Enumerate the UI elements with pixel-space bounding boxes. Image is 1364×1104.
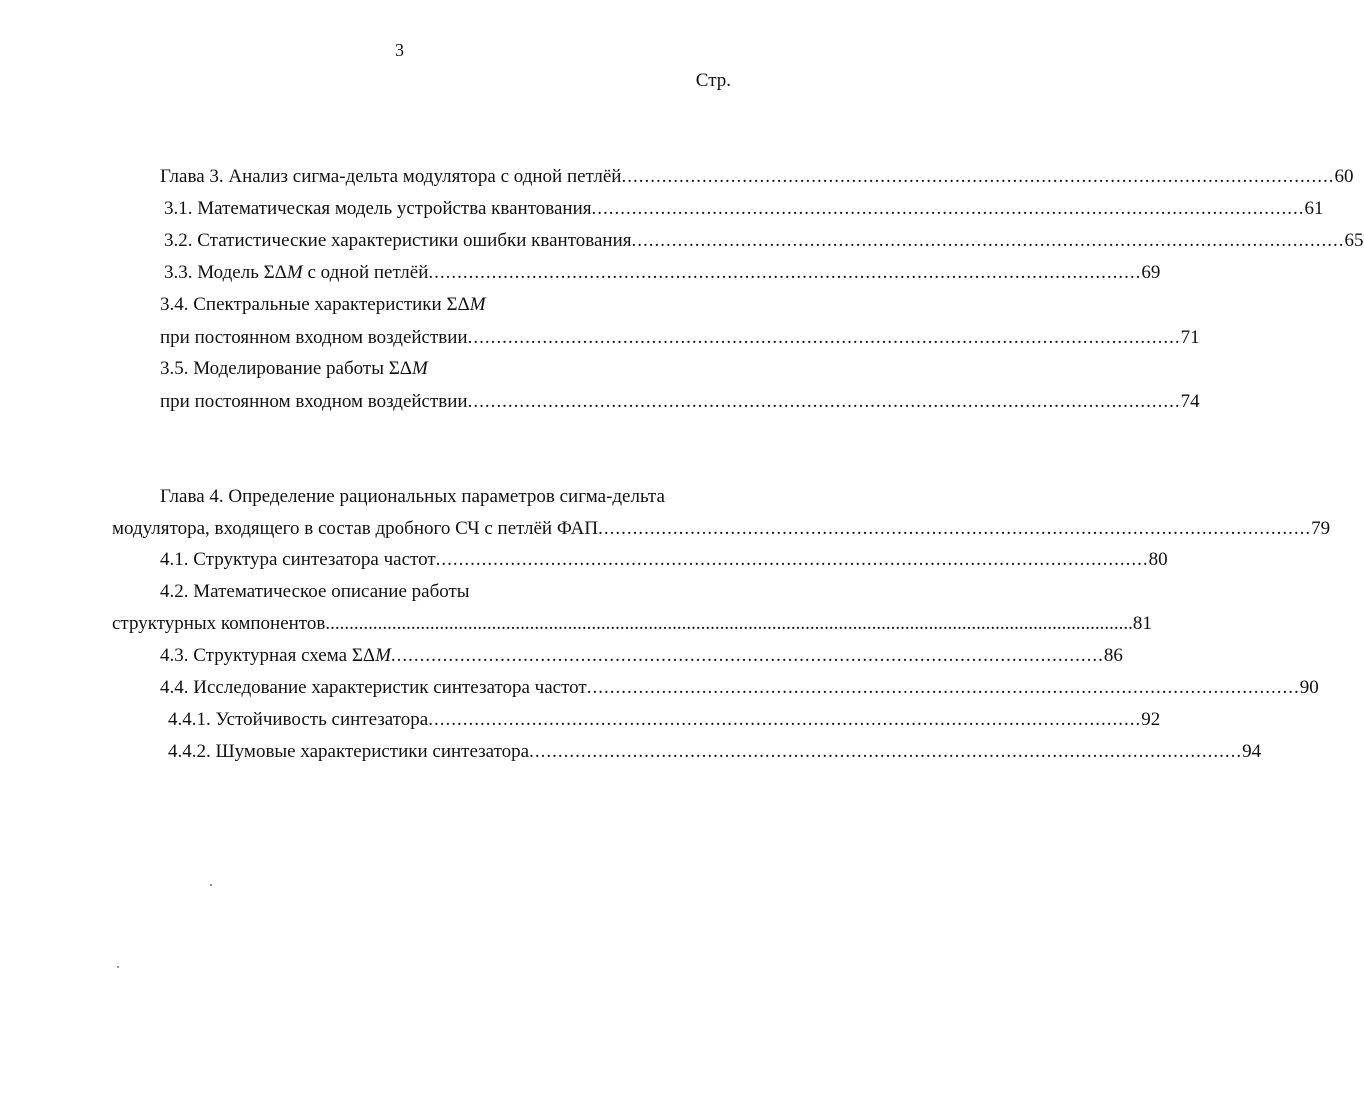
toc-leader: ............................................................................................................................ <box>435 549 1149 570</box>
toc-entry-text: 3.2. Статистические характеристики ошибки квантования <box>164 230 632 251</box>
toc-entry <box>160 389 1200 415</box>
toc-entry-text: Глава 4. Определение рациональных параметров сигма-дельта <box>160 486 665 507</box>
toc-leader: ............................................................................................................................ <box>631 230 1345 251</box>
toc-entry <box>160 292 486 318</box>
toc-entry-text: структурных компонентов <box>112 613 326 634</box>
toc-leader: .......................................................................................................................................................................... <box>325 613 1133 634</box>
toc-leader: ............................................................................................................................ <box>467 391 1181 412</box>
toc-entry <box>160 643 1123 669</box>
toc-leader: ............................................................................................................................ <box>529 741 1243 762</box>
toc-entry-text: 4.4. Исследование характеристик синтезатора частот <box>160 677 587 698</box>
toc-entry-text: 3.4. Спектральные характеристики ΣΔM <box>160 294 486 315</box>
toc-entry-text: при постоянном входном воздействии <box>160 327 468 348</box>
toc-entry-text: модулятора, входящего в состав дробного СЧ с петлёй ФАП <box>112 518 599 539</box>
toc-entry-page: 71 <box>1180 327 1200 348</box>
toc-entry <box>160 356 428 382</box>
toc-entry <box>160 579 470 605</box>
toc-entry <box>164 228 1364 254</box>
toc-entry-page: 90 <box>1299 677 1319 698</box>
toc-entry-page: 69 <box>1141 262 1161 283</box>
toc-entry-text: при постоянном входном воздействии <box>160 391 468 412</box>
toc-entry <box>168 739 1262 765</box>
toc-entry-page: 92 <box>1141 709 1161 730</box>
toc-entry-page: 60 <box>1334 166 1354 187</box>
toc-entry-page: 94 <box>1242 741 1262 762</box>
page-column-label: Стр. <box>695 70 731 91</box>
toc-entry <box>164 196 1324 222</box>
toc-entry <box>160 484 665 510</box>
toc-entry <box>160 325 1200 351</box>
toc-entry-page: 86 <box>1103 645 1123 666</box>
toc-entry-text: 4.4.2. Шумовые характеристики синтезатора <box>168 741 530 762</box>
toc-leader: ............................................................................................................................ <box>586 677 1300 698</box>
toc-entry <box>112 516 1331 542</box>
toc-entry <box>112 611 1152 637</box>
toc-entry <box>160 547 1168 573</box>
toc-entry-page: 61 <box>1304 198 1324 219</box>
toc-leader: ............................................................................................................................ <box>591 198 1305 219</box>
toc-entry-text: 4.3. Структурная схема ΣΔM <box>160 645 391 666</box>
toc-entry-page: 74 <box>1180 391 1200 412</box>
toc-entry <box>160 675 1319 701</box>
scan-speck <box>210 884 212 886</box>
toc-leader: ............................................................................................................................ <box>467 327 1181 348</box>
scan-speck <box>117 966 119 968</box>
toc-entry-page: 80 <box>1148 549 1168 570</box>
toc-entry-page: 81 <box>1132 613 1152 634</box>
toc-entry-text: 3.5. Моделирование работы ΣΔM <box>160 358 428 379</box>
toc-entry-text: Глава 3. Анализ сигма-дельта модулятора с одной петлёй <box>160 166 622 187</box>
page-number: 3 <box>395 40 404 60</box>
toc-leader: ............................................................................................................................ <box>621 166 1335 187</box>
toc-entry-page: 65 <box>1344 230 1364 251</box>
toc-entry-page: 79 <box>1311 518 1331 539</box>
toc-entry-text: 4.1. Структура синтезатора частот <box>160 549 436 570</box>
toc-entry-text: 3.1. Математическая модель устройства квантования <box>164 198 592 219</box>
toc-entry-text: 4.4.1. Устойчивость синтезатора <box>168 709 429 730</box>
toc-entry <box>168 707 1161 733</box>
toc-entry-text: 4.2. Математическое описание работы <box>160 581 470 602</box>
toc-leader: ............................................................................................................................ <box>598 518 1312 539</box>
toc-leader: ............................................................................................................................ <box>428 709 1142 730</box>
toc-leader: ............................................................................................................................ <box>390 645 1104 666</box>
toc-entry <box>160 164 1354 190</box>
toc-leader: ............................................................................................................................ <box>428 262 1142 283</box>
toc-entry-text: 3.3. Модель ΣΔM с одной петлёй <box>164 262 429 283</box>
toc-entry <box>164 260 1161 286</box>
